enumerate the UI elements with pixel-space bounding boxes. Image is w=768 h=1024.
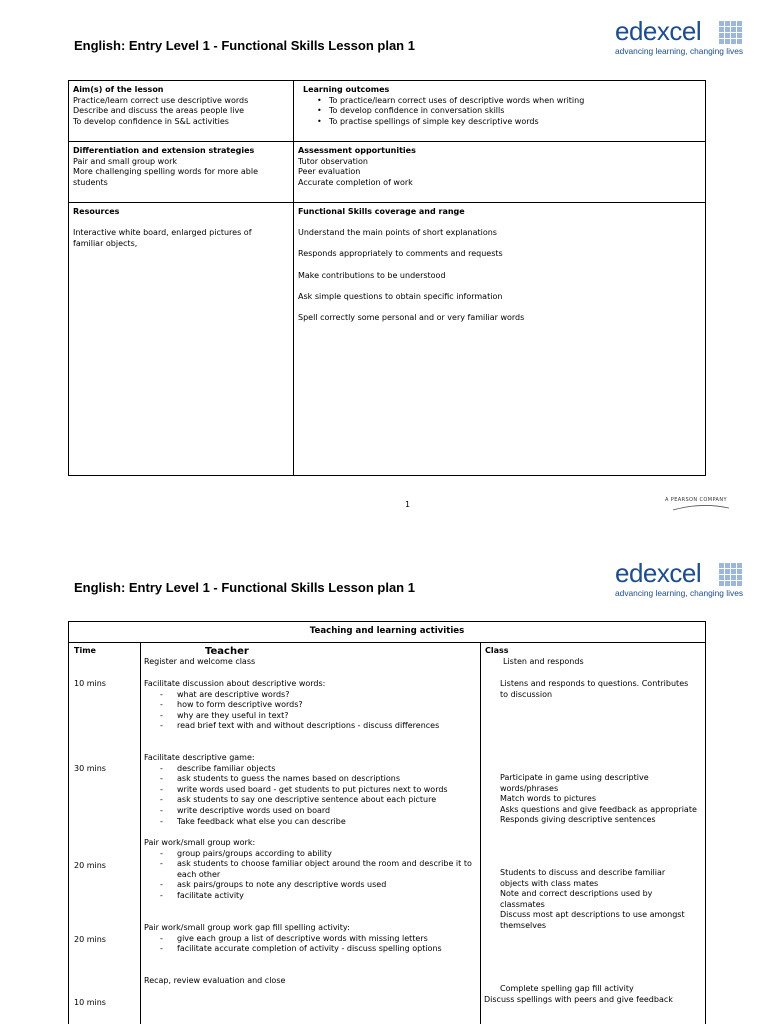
- section-intro: Facilitate discussion about descriptive words:: [144, 679, 326, 688]
- class-line: Discuss spellings with peers and give feedback: [484, 994, 673, 1004]
- activity-item: - Take feedback what else you can describe: [160, 817, 480, 828]
- activity-item: - group pairs/groups according to ability: [160, 849, 480, 860]
- edexcel-logo: [615, 18, 750, 58]
- activity-item: - read brief text with and without descriptions - discuss differences: [160, 721, 480, 732]
- class-line: to discussion: [500, 689, 553, 699]
- coverage-item: Spell correctly some personal and or very familiar words: [298, 313, 525, 323]
- class-response: [484, 984, 673, 1005]
- activities-title: Teaching and learning activities: [309, 626, 465, 636]
- differentiation-cell: [73, 146, 289, 188]
- activity-section: [144, 679, 480, 732]
- coverage-heading: Functional Skills coverage and range: [298, 207, 465, 216]
- activity-item: - how to form descriptive words?: [160, 700, 480, 711]
- outcomes-heading: Learning outcomes: [303, 85, 390, 94]
- coverage-item: Responds appropriately to comments and requests: [298, 249, 503, 259]
- differentiation-line: students: [73, 177, 108, 187]
- coverage-item: Understand the main points of short explanations: [298, 228, 497, 238]
- section-time: 10 mins: [74, 998, 106, 1007]
- aims-heading: Aim(s) of the lesson: [73, 85, 164, 94]
- class-line: Note and correct descriptions used by: [500, 889, 653, 899]
- outcome-item: • To develop confidence in conversation skills: [317, 106, 699, 117]
- logo-tagline: advancing learning, changing lives: [615, 588, 744, 598]
- page-2: [0, 540, 768, 1024]
- aims-line: Practice/learn correct use descriptive words: [73, 95, 249, 105]
- activity-item: - ask pairs/groups to note any descriptive words used: [160, 880, 480, 891]
- activity-item: - why are they useful in text?: [160, 711, 480, 722]
- activity-section: [144, 838, 480, 902]
- col-header-time: Time: [74, 646, 96, 655]
- class-line: Discuss most apt descriptions to use amongst: [500, 910, 685, 920]
- activity-item: - ask students to guess the names based on descriptions: [160, 774, 480, 785]
- class-line: themselves: [500, 920, 547, 930]
- section-intro: Pair work/small group work gap fill spelling activity:: [144, 923, 350, 932]
- resources-cell: [73, 207, 289, 249]
- differentiation-heading: Differentiation and extension strategies: [73, 146, 255, 155]
- aims-line: Describe and discuss the areas people live: [73, 106, 245, 116]
- outcome-item: • To practise spellings of simple key descriptive words: [317, 117, 699, 128]
- class-line: Listens and responds to questions. Contributes: [500, 679, 689, 688]
- logo-wordmark: edexcel: [615, 558, 702, 588]
- class-line: words/phrases: [500, 783, 559, 793]
- section-time: 10 mins: [74, 679, 106, 688]
- class-register: Listen and responds: [503, 657, 584, 666]
- page-number: 1: [405, 500, 411, 509]
- resources-line: Interactive white board, enlarged pictures of: [73, 228, 252, 238]
- activity-item: - ask students to choose familiar object around the room and describe it to each other: [160, 859, 480, 880]
- class-response: [500, 679, 688, 700]
- col-header-teacher: Teacher: [205, 646, 249, 657]
- logo-tagline: advancing learning, changing lives: [615, 46, 744, 56]
- coverage-cell: [298, 207, 698, 335]
- activity-section: [144, 753, 480, 827]
- pearson-mark: A PEARSON COMPANY: [665, 497, 727, 503]
- class-line: classmates: [500, 899, 545, 909]
- activity-item: - what are descriptive words?: [160, 690, 480, 701]
- class-line: Match words to pictures: [500, 794, 597, 804]
- aims-cell: [73, 85, 289, 127]
- section-intro: Facilitate descriptive game:: [144, 753, 255, 762]
- differentiation-line: Pair and small group work: [73, 156, 178, 166]
- section-intro: Recap, review evaluation and close: [144, 976, 286, 985]
- class-response: [500, 773, 697, 826]
- activity-item: - facilitate activity: [160, 891, 480, 902]
- activity-item: - describe familiar objects: [160, 764, 480, 775]
- section-time: 20 mins: [74, 861, 106, 870]
- document-title: English: Entry Level 1 - Functional Skills Lesson plan 1: [74, 580, 415, 595]
- coverage-item: Ask simple questions to obtain specific information: [298, 292, 503, 302]
- activity-section: [144, 976, 480, 987]
- logo-wordmark: edexcel: [615, 16, 702, 46]
- class-line: Participate in game using descriptive: [500, 773, 649, 782]
- document-title: English: Entry Level 1 - Functional Skills Lesson plan 1: [74, 38, 415, 53]
- logo-dots-icon: [719, 563, 743, 587]
- activity-item: - write words used board - get students to put pictures next to words: [160, 785, 480, 796]
- assessment-line: Tutor observation: [298, 156, 368, 166]
- class-line: Responds giving descriptive sentences: [500, 815, 656, 825]
- lesson-overview-table: [68, 80, 706, 476]
- coverage-item: Make contributions to be understood: [298, 270, 446, 280]
- assessment-cell: [298, 146, 698, 188]
- class-line: Students to discuss and describe familiar: [500, 868, 666, 877]
- activity-item: - ask students to say one descriptive sentence about each picture: [160, 795, 480, 806]
- section-time: 30 mins: [74, 764, 106, 773]
- outcomes-cell: [303, 85, 699, 127]
- assessment-line: Peer evaluation: [298, 167, 361, 177]
- activity-item: - facilitate accurate completion of activity - discuss spelling options: [160, 944, 480, 955]
- logo-dots-icon: [719, 21, 743, 45]
- section-time: 20 mins: [74, 935, 106, 944]
- aims-line: To develop confidence in S&L activities: [73, 116, 229, 126]
- assessment-line: Accurate completion of work: [298, 177, 413, 187]
- class-response: [500, 868, 685, 932]
- edexcel-logo: [615, 560, 750, 600]
- assessment-heading: Assessment opportunities: [298, 146, 416, 155]
- section-intro: Pair work/small group work:: [144, 838, 256, 847]
- outcome-item: • To practice/learn correct uses of descriptive words when writing: [317, 96, 699, 107]
- resources-heading: Resources: [73, 207, 120, 216]
- class-line: Asks questions and give feedback as appropriate: [500, 804, 697, 814]
- class-line: Complete spelling gap fill activity: [500, 984, 634, 993]
- pearson-swoosh-icon: [672, 503, 730, 511]
- register-text: Register and welcome class: [144, 657, 256, 666]
- class-line: objects with class mates: [500, 878, 599, 888]
- col-header-class: Class: [485, 646, 509, 655]
- resources-line: familiar objects,: [73, 238, 138, 248]
- activity-section: [144, 923, 480, 955]
- differentiation-line: More challenging spelling words for more able: [73, 167, 259, 177]
- activity-item: - give each group a list of descriptive words with missing letters: [160, 934, 480, 945]
- activity-item: - write descriptive words used on board: [160, 806, 480, 817]
